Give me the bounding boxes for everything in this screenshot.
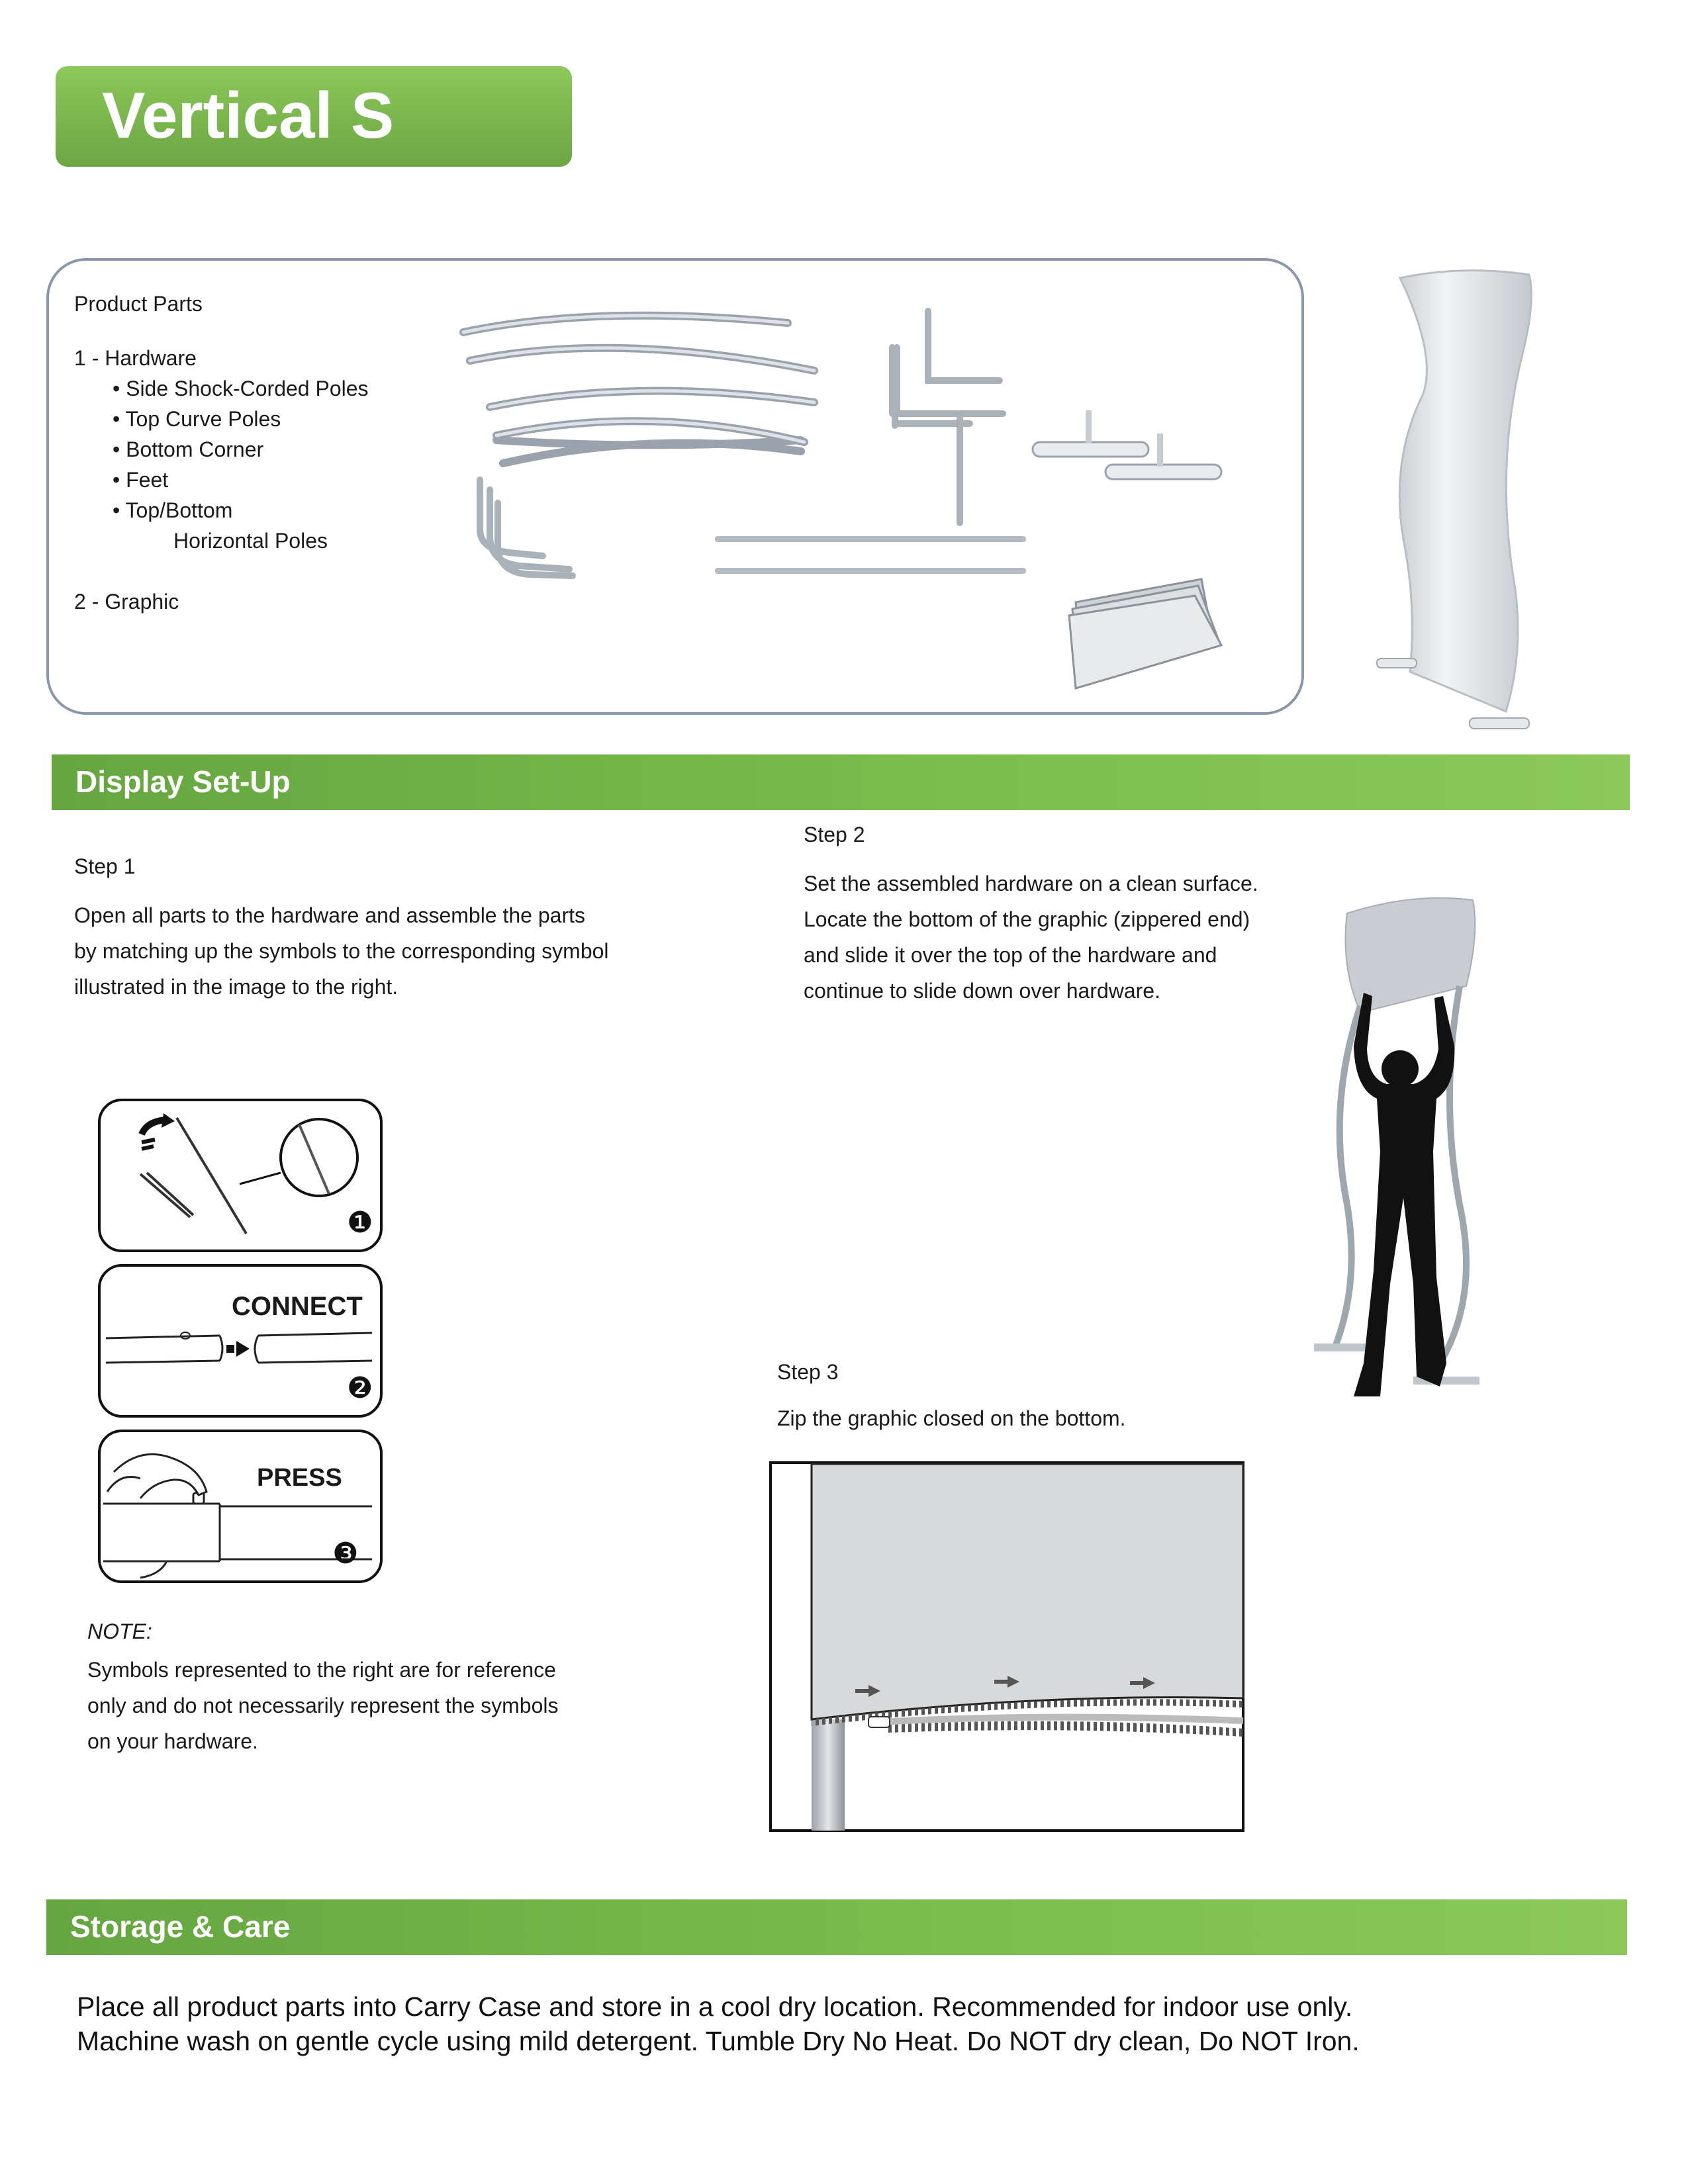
parts-illustration [450,291,1258,702]
hardware-item-feet: • Feet [113,468,169,492]
step-number-2: ❷ [347,1371,373,1405]
step1-label: Step 1 [74,854,136,878]
note-line: on your hardware. [87,1729,258,1753]
product-parts-heading: Product Parts [74,292,203,316]
feet [1033,410,1221,479]
display-setup-title: Display Set-Up [75,764,291,799]
hardware-item-top-curve-poles: • Top Curve Poles [113,407,281,431]
pole-unfold-diagram [101,1101,380,1250]
diagram-panel-1 [98,1099,383,1252]
note-text [87,1652,559,1759]
note-line: only and do not necessarily represent the symbols [87,1694,559,1717]
hardware-item-top-bottom: • Top/Bottom [113,498,233,522]
page-title: Vertical S [102,79,395,152]
hardware-item-side-poles: • Side Shock-Corded Poles [113,377,369,400]
step1-text [74,897,609,1005]
step2-line: continue to slide down over hardware. [804,979,1160,1003]
step1-line: illustrated in the image to the right. [74,975,399,999]
bottom-corner-poles [892,311,1003,523]
step2-line: and slide it over the top of the hardware and [804,943,1217,967]
step3-text: Zip the graphic closed on the bottom. [777,1406,1126,1430]
graphic-label: 2 - Graphic [74,590,179,614]
diagram-panel-3 [98,1430,383,1583]
connect-label: CONNECT [232,1292,363,1321]
zipper-illustration [769,1461,1244,1832]
note-label: NOTE: [87,1619,152,1643]
top-curve-poles [480,480,573,576]
hardware-label: 1 - Hardware [74,346,197,370]
storage-care-line: Machine wash on gentle cycle using mild detergent. Tumble Dry No Heat. Do NOT dry clean, Do NOT Iron. [77,2026,1360,2056]
diagram-panel-2 [98,1264,383,1418]
note-line: Symbols represented to the right are for reference [87,1658,556,1682]
step2-line: Set the assembled hardware on a clean surface. [804,872,1258,895]
step2-label: Step 2 [804,823,865,846]
step-number-3: ❸ [332,1537,359,1570]
storage-care-bar [46,1899,1627,1955]
hardware-item-bottom-corner: • Bottom Corner [113,437,264,461]
assembled-product-image [1364,261,1556,745]
storage-care-text [77,1989,1360,2058]
press-label: PRESS [257,1464,342,1492]
folded-graphic [1069,579,1221,688]
step3-label: Step 3 [777,1360,839,1384]
connect-diagram [101,1267,380,1415]
step1-line: by matching up the symbols to the corresponding symbol [74,939,609,963]
storage-care-title: Storage & Care [70,1909,291,1944]
display-setup-bar [52,754,1630,810]
person-installing-graphic [1307,887,1506,1416]
hardware-item-horizontal-poles: Horizontal Poles [173,529,328,553]
step-number-1: ❶ [347,1206,373,1240]
step2-line: Locate the bottom of the graphic (zippered end) [804,907,1250,931]
step2-text [804,866,1258,1009]
storage-care-line: Place all product parts into Carry Case and store in a cool dry location. Recommended for indoor use only. [77,1991,1353,2022]
step1-line: Open all parts to the hardware and assemble the parts [74,903,585,927]
horizontal-poles [715,536,1026,574]
title-badge [56,66,572,167]
press-diagram [101,1432,380,1580]
